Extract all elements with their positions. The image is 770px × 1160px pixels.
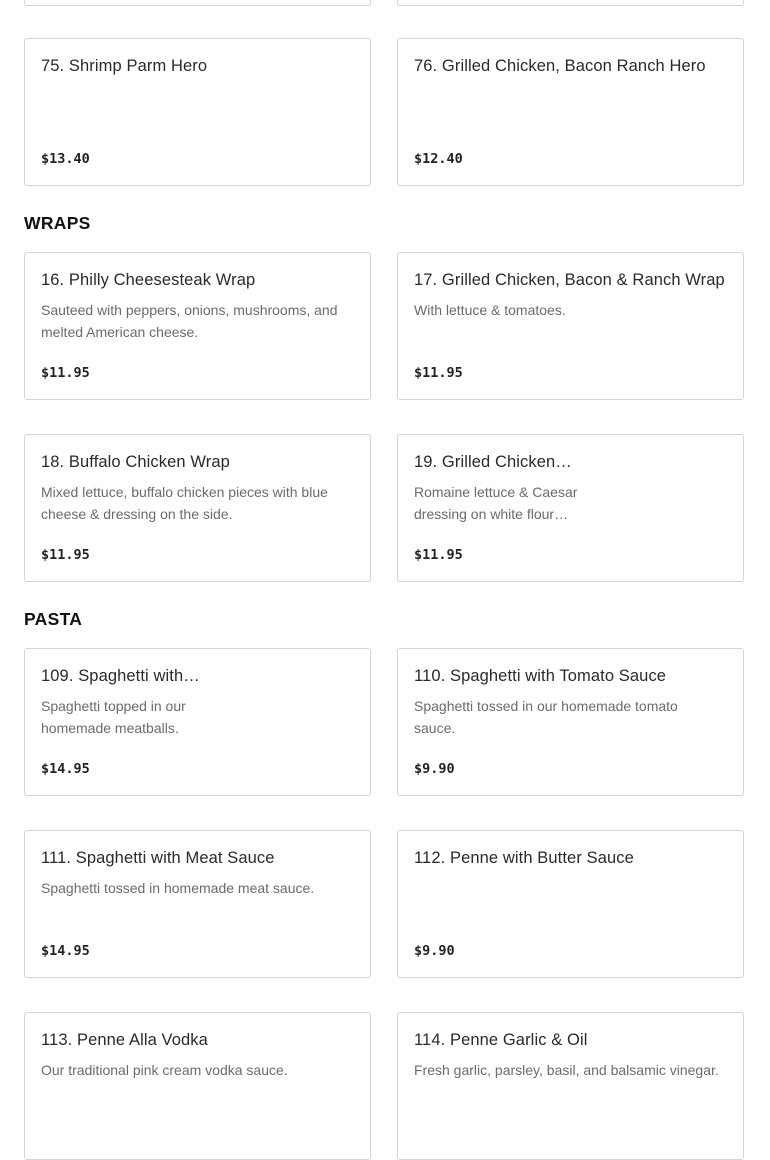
menu-item-price: $9.90 bbox=[414, 943, 455, 959]
menu-item-card[interactable] bbox=[24, 434, 371, 582]
menu-item-price: $14.95 bbox=[41, 761, 90, 777]
menu-item-price: $12.40 bbox=[414, 151, 463, 167]
menu-item-card[interactable] bbox=[397, 252, 744, 400]
menu-item-price: $11.95 bbox=[414, 365, 463, 381]
menu-item-title: 111. Spaghetti with Meat Sauce bbox=[41, 849, 275, 867]
menu-item-price: $14.95 bbox=[41, 943, 90, 959]
menu-item-card[interactable] bbox=[24, 38, 371, 186]
menu-item-card[interactable] bbox=[24, 830, 371, 978]
menu-item-card[interactable] bbox=[24, 648, 371, 796]
menu-item-card[interactable] bbox=[24, 1012, 371, 1160]
menu-item-card[interactable] bbox=[397, 434, 744, 582]
menu-item-card[interactable] bbox=[397, 648, 744, 796]
menu-item-card[interactable] bbox=[397, 830, 744, 978]
section-heading-pasta: PASTA bbox=[24, 609, 83, 629]
menu-item-title: 110. Spaghetti with Tomato Sauce bbox=[414, 667, 667, 685]
menu-item-description: With lettuce & tomatoes. bbox=[414, 302, 566, 318]
menu-item-title: 75. Shrimp Parm Hero bbox=[41, 57, 208, 75]
menu-item-title: 16. Philly Cheesesteak Wrap bbox=[41, 271, 256, 289]
menu-item-card[interactable] bbox=[24, 0, 371, 6]
menu-item-card[interactable] bbox=[397, 1012, 744, 1160]
menu-item-description: Our traditional pink cream vodka sauce. bbox=[41, 1062, 288, 1078]
menu-item-title: 109. Spaghetti with… bbox=[41, 667, 200, 685]
menu-item-title: 113. Penne Alla Vodka bbox=[41, 1031, 208, 1049]
menu-item-description: Sauteed with peppers, onions, mushrooms, and melted American cheese. bbox=[41, 302, 338, 340]
menu-item-description: Fresh garlic, parsley, basil, and balsamic vinegar. bbox=[414, 1062, 719, 1078]
menu-item-price: $9.90 bbox=[414, 761, 455, 777]
menu-item-title: 114. Penne Garlic & Oil bbox=[414, 1031, 588, 1049]
menu-item-card[interactable] bbox=[397, 38, 744, 186]
menu-item-title: 76. Grilled Chicken, Bacon Ranch Hero bbox=[414, 57, 706, 75]
menu-item-description: Spaghetti topped in our homemade meatballs. bbox=[41, 698, 186, 736]
menu-item-description: Mixed lettuce, buffalo chicken pieces with blue cheese & dressing on the side. bbox=[41, 484, 328, 522]
section-heading-wraps: WRAPS bbox=[24, 213, 91, 233]
menu-item-title: 112. Penne with Butter Sauce bbox=[414, 849, 634, 867]
menu-item-price: $11.95 bbox=[414, 547, 463, 563]
menu-item-title: 17. Grilled Chicken, Bacon & Ranch Wrap bbox=[414, 271, 725, 289]
menu-item-description: Spaghetti tossed in homemade meat sauce. bbox=[41, 880, 315, 896]
menu-item-title: 19. Grilled Chicken… bbox=[414, 453, 572, 471]
menu-item-card[interactable] bbox=[397, 0, 744, 6]
menu-item-title: 18. Buffalo Chicken Wrap bbox=[41, 453, 230, 471]
menu-item-description: Romaine lettuce & Caesar dressing on white flour… bbox=[414, 484, 578, 522]
menu-item-card[interactable] bbox=[24, 252, 371, 400]
menu-item-price: $11.95 bbox=[41, 547, 90, 563]
menu-item-description: Spaghetti tossed in our homemade tomato sauce. bbox=[414, 698, 678, 736]
menu-item-price: $13.40 bbox=[41, 151, 90, 167]
menu-item-price: $11.95 bbox=[41, 365, 90, 381]
